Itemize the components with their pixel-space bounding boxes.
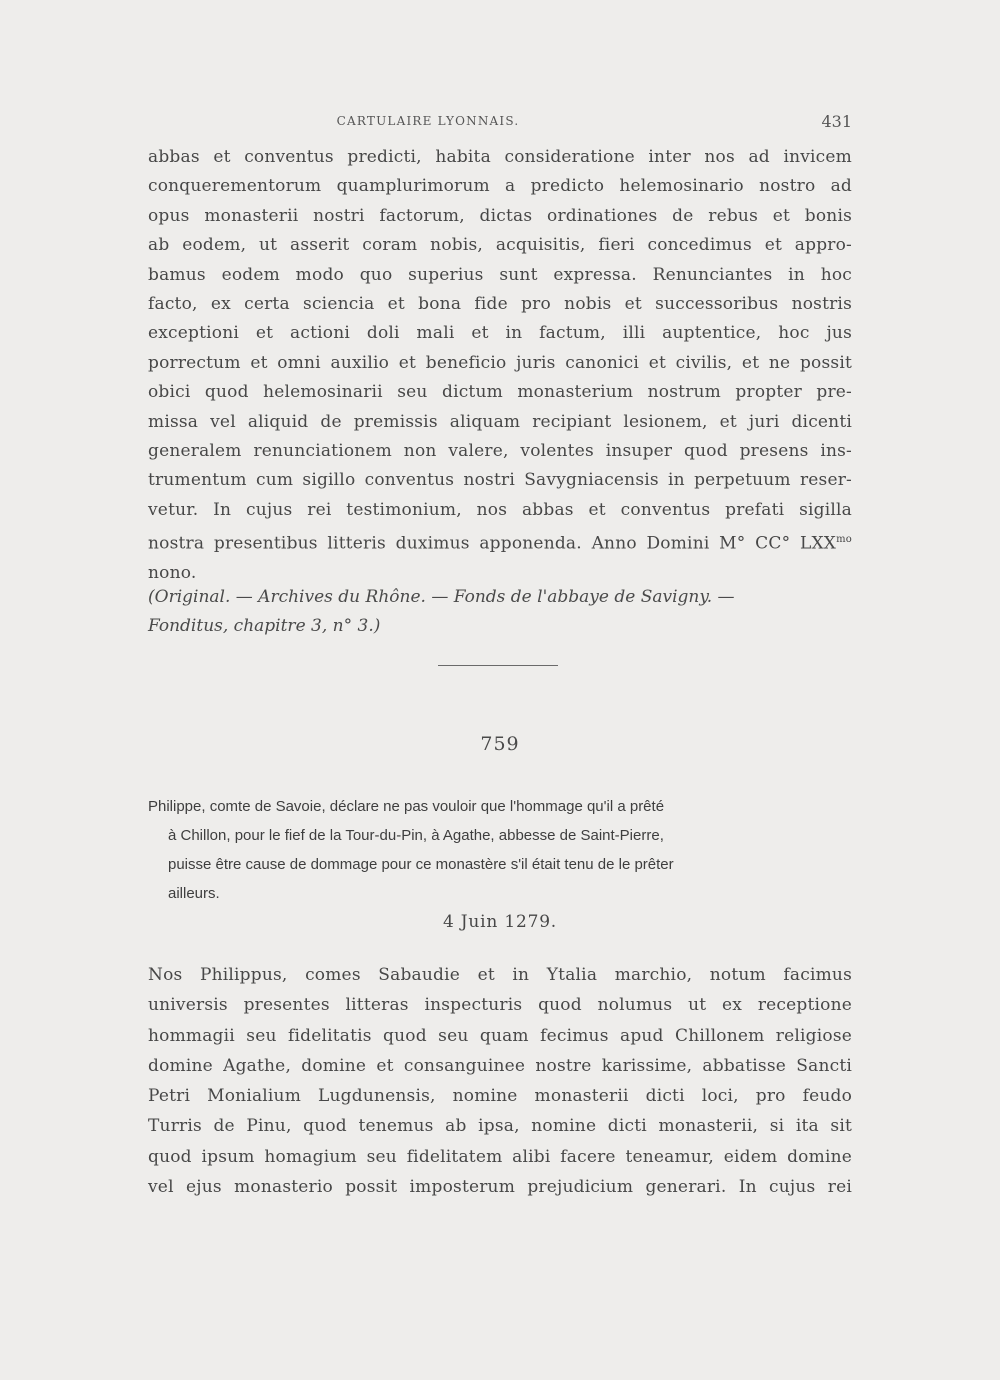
text-line-main: nostra presentibus litteris duximus apponenda. Anno Domini M° CC° LXX	[148, 533, 837, 554]
text-line: porrectum et omni auxilio et beneficio juris canonici et civilis, et ne possit	[148, 352, 852, 373]
summary-line: puisse être cause de dommage pour ce monastère s'il était tenu de le prêter	[168, 856, 674, 873]
text-line: obici quod helemosinarii seu dictum monasterium nostrum propter pre-	[148, 382, 852, 403]
text-line: Petri Monialium Lugdunensis, nomine monasterii dicti loci, pro feudo	[148, 1086, 852, 1107]
text-line: vel ejus monasterio possit imposterum prejudicium generari. In cujus rei	[148, 1177, 852, 1198]
source-citation	[148, 583, 852, 641]
source-line-2: Fonditus, chapitre 3, n° 3.)	[148, 616, 381, 636]
text-line: facto, ex certa sciencia et bona fide pro nobis et successoribus nostris	[148, 294, 852, 315]
charter-text-continued	[148, 143, 852, 589]
running-title: CARTULAIRE LYONNAIS.	[336, 114, 520, 128]
text-line: abbas et conventus predicti, habita consideratione inter nos ad invicem	[148, 147, 852, 167]
text-line: ab eodem, ut asserit coram nobis, acquisitis, fieri concedimus et appro-	[148, 235, 852, 256]
text-line: conquerementorum quamplurimorum a predicto helemosinario nostro ad	[148, 176, 852, 197]
summary-line: ailleurs.	[168, 885, 220, 902]
document-date: 4 Juin 1279.	[442, 912, 558, 932]
summary-line: Philippe, comte de Savoie, déclare ne pas vouloir que l'hommage qu'il a prêté	[148, 798, 665, 815]
text-line: opus monasterii nostri factorum, dictas ordinationes de rebus et bonis	[148, 205, 852, 226]
text-line: nono.	[148, 563, 197, 584]
document-summary	[148, 792, 848, 908]
text-line: quod ipsum homagium seu fidelitatem alibi facere teneamur, eidem domine	[148, 1146, 852, 1167]
running-header	[148, 112, 852, 132]
section-divider	[438, 665, 558, 666]
text-line: exceptioni et actioni doli mali et in factum, illi auptentice, hoc jus	[148, 323, 852, 344]
charter-text	[148, 960, 852, 1202]
text-line: domine Agathe, domine et consanguinee nostre karissime, abbatisse Sancti	[148, 1055, 852, 1076]
text-line: trumentum cum sigillo conventus nostri Savygniacensis in perpetuum reser-	[148, 470, 852, 491]
superscript-mo: mo	[836, 534, 852, 546]
text-line: generalem renunciationem non valere, volentes insuper quod presens ins-	[148, 441, 852, 462]
summary-line: à Chillon, pour le fief de la Tour-du-Pin, à Agathe, abbesse de Saint-Pierre,	[168, 827, 664, 844]
page-number: 431	[821, 112, 852, 131]
text-line: Nos Philippus, comes Sabaudie et in Ytalia marchio, notum facimus	[148, 965, 852, 985]
document-number: 759	[480, 733, 520, 755]
source-line-1: (Original. — Archives du Rhône. — Fonds de l'abbaye de Savigny. —	[148, 587, 735, 607]
text-line: hommagii seu fidelitatis quod seu quam fecimus apud Chillonem religiose	[148, 1025, 852, 1046]
text-line-with-date	[148, 525, 852, 559]
text-line: Turris de Pinu, quod tenemus ab ipsa, nomine dicti monasterii, si ita sit	[148, 1116, 852, 1137]
text-line: bamus eodem modo quo superius sunt expressa. Renunciantes in hoc	[148, 264, 852, 285]
text-line: missa vel aliquid de premissis aliquam recipiant lesionem, et juri dicenti	[148, 411, 852, 432]
text-line: vetur. In cujus rei testimonium, nos abbas et conventus prefati sigilla	[148, 499, 852, 520]
text-line: universis presentes litteras inspecturis quod nolumus ut ex receptione	[148, 995, 852, 1016]
